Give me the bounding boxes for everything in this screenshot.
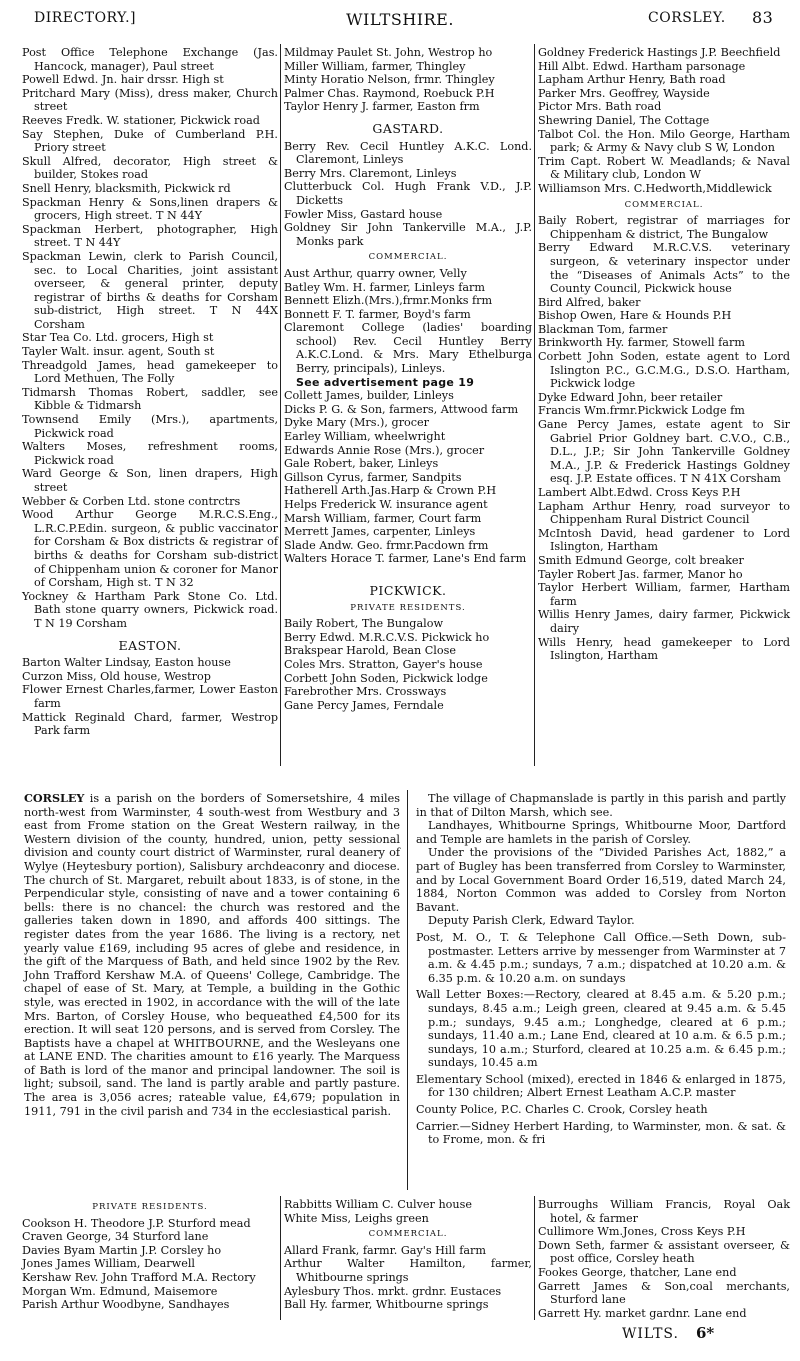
directory-entry: Merrett James, carpenter, Linleys <box>284 525 476 539</box>
directory-entry: Townsend Emily (Mrs.), apartments, Pickwick road <box>22 413 278 440</box>
directory-entry: Allard Frank, farmr. Gay's Hill farm <box>284 1243 486 1257</box>
bottom-column-1 <box>22 1198 278 1312</box>
directory-entry: Francis Wm.frmr.Pickwick Lodge fm <box>538 404 745 418</box>
directory-entry: Craven George, 34 Sturford lane <box>22 1230 209 1244</box>
directory-entry: Tidmarsh Thomas Robert, saddler, see Kibble & Tidmarsh <box>22 385 278 413</box>
directory-entry: Snell Henry, blacksmith, Pickwick rd <box>22 181 231 195</box>
directory-entry: Aust Arthur, quarry owner, Velly <box>284 266 467 280</box>
directory-entry: Reeves Fredk. W. stationer, Pickwick road <box>22 113 260 127</box>
directory-entry: Helps Frederick W. insurance agent <box>284 498 488 511</box>
directory-entry: Talbot Col. the Hon. Milo George, Hartham park; & Army & Navy club S W, London <box>538 127 790 155</box>
directory-entry: Willis Henry James, dairy farmer, Pickwick dairy <box>538 608 790 635</box>
section-subheading: COMMERCIAL. <box>624 199 704 210</box>
top-column-2 <box>284 46 532 712</box>
directory-entry: Garrett James & Son,coal merchants, Sturford lane <box>538 1279 790 1307</box>
locality-heading: PICKWICK. <box>369 582 447 598</box>
directory-entry: Garrett Hy. market gardnr. Lane end <box>538 1306 747 1320</box>
directory-entry: Webber & Corben Ltd. stone contrctrs <box>22 494 241 508</box>
directory-entry: Baily Robert, The Bungalow <box>284 617 444 631</box>
section-subheading: COMMERCIAL. <box>368 1229 448 1240</box>
locality-heading: EASTON. <box>118 637 182 653</box>
directory-entry: Parish Arthur Woodbyne, Sandhayes <box>22 1298 230 1312</box>
directory-entry: Davies Byam Martin J.P. Corsley ho <box>22 1243 222 1257</box>
paragraph: Landhayes, Whitbourne Springs, Whitbourne Moor, Dartford and Temple are hamlets in the parish of Corsley. <box>416 819 786 846</box>
column-rule <box>407 790 408 1190</box>
directory-entry: Slade Andw. Geo. frmr.Pacdown frm <box>284 538 489 552</box>
paragraph: The village of Chapmanslade is partly in this parish and partly in that of Dilton Marsh, which see. <box>416 792 786 819</box>
column-rule <box>280 44 281 766</box>
directory-entry: Berry Edwd. M.R.C.V.S. Pickwick ho <box>284 630 490 644</box>
directory-entry: Goldney Frederick Hastings J.P. Beechfield <box>538 46 781 59</box>
directory-entry: Taylor Herbert William, farmer, Hartham farm <box>538 581 790 608</box>
directory-entry: Lapham Arthur Henry, Bath road <box>538 73 726 87</box>
directory-entry: Burroughs William Francis, Royal Oak hotel, & farmer <box>538 1198 790 1225</box>
directory-entry: Smith Edmund George, colt breaker <box>538 553 744 567</box>
directory-entry: Taylor Henry J. farmer, Easton frm <box>284 100 480 114</box>
directory-entry: Walters Moses, refreshment rooms, Pickwick road <box>22 440 278 467</box>
top-column-1 <box>22 46 278 738</box>
directory-entry: Curzon Miss, Old house, Westrop <box>22 669 211 683</box>
parish-services <box>416 792 786 1147</box>
directory-entry: Collett James, builder, Linleys <box>284 389 454 403</box>
directory-entry: Goldney Sir John Tankerville M.A., J.P. Monks park <box>284 221 532 248</box>
paragraph: Under the provisions of the “Divided Parishes Act, 1882,” a part of Bugley has been transferred from Corsley to Warminster, and by Local Government Board Order 16,519, dated March 24, 1884, Norton Common was added to Corsley from Norton Bavant. <box>416 846 786 914</box>
directory-entry: Jones James William, Dearwell <box>22 1257 195 1271</box>
service-entry: County Police, P.C. Charles C. Crook, Corsley heath <box>416 1103 708 1117</box>
section-subheading: COMMERCIAL. <box>368 252 448 263</box>
directory-entry: White Miss, Leighs green <box>284 1211 429 1225</box>
directory-entry: Ward George & Son, linen drapers, High street <box>22 467 278 494</box>
directory-entry: Aylesbury Thos. mrkt. grdnr. Eustaces <box>284 1284 502 1298</box>
directory-entry: Brinkworth Hy. farmer, Stowell farm <box>538 336 745 350</box>
directory-entry: Edwards Annie Rose (Mrs.), grocer <box>284 443 485 457</box>
directory-entry: Berry Edward M.R.C.V.S. veterinary surgeon, & veterinary inspector under the “Diseases of Animals Acts” to the County Council, Pickwick house <box>538 241 790 296</box>
directory-entry: Bishop Owen, Hare & Hounds P.H <box>538 309 732 323</box>
directory-entry: Claremont College (ladies' boarding school) Rev. Cecil Huntley Berry A.K.C.Lond. & Mrs. Mary Ethelburga Berry, principals), Linleys. <box>284 321 532 376</box>
directory-entry: Corbett John Soden, estate agent to Lord Islington P.C., G.C.M.G., D.S.O. Hartham, Pickwick lodge <box>538 350 790 391</box>
parish-description <box>24 792 400 1118</box>
directory-entry: Gale Robert, baker, Linleys <box>284 457 439 471</box>
parish-name: CORSLEY <box>24 791 85 805</box>
directory-entry: Fookes George, thatcher, Lane end <box>538 1265 737 1279</box>
directory-entry: Wills Henry, head gamekeeper to Lord Islington, Hartham <box>538 635 790 663</box>
section-subheading: PRIVATE RESIDENTS. <box>92 1202 208 1212</box>
section-subheading: PRIVATE RESIDENTS. <box>350 602 466 613</box>
directory-entry: Williamson Mrs. C.Hedworth,Middlewick <box>538 181 772 195</box>
running-head-left: DIRECTORY.] <box>34 10 137 26</box>
directory-entry: Hill Albt. Edwd. Hartham parsonage <box>538 59 746 73</box>
directory-entry: Gane Percy James, estate agent to Sir Gabriel Prior Goldney bart. C.V.O., C.B., D.L., J.P.; Sir John Tankerville Goldney M.A., J.P. & Frederick Hastings Goldney esq. J.P. Estate offices. T N 41X Corsham <box>538 418 790 486</box>
directory-entry: Spackman Herbert, photographer, High street. T N 44Y <box>22 222 278 250</box>
directory-entry: Threadgold James, head gamekeeper to Lord Methuen, The Folly <box>22 358 278 386</box>
locality-heading: GASTARD. <box>372 120 444 136</box>
directory-entry: Baily Robert, registrar of marriages for Chippenham & district, The Bungalow <box>538 214 790 241</box>
directory-entry: Cullimore Wm.Jones, Cross Keys P.H <box>538 1225 746 1239</box>
directory-entry: Dyke Mary (Mrs.), grocer <box>284 416 430 430</box>
column-rule <box>534 44 535 766</box>
directory-entry: Mattick Reginald Chard, farmer, Westrop Park farm <box>22 710 278 738</box>
directory-entry: Down Seth, farmer & assistant overseer, & post office, Corsley heath <box>538 1238 790 1266</box>
directory-entry: Pritchard Mary (Miss), dress maker, Church street <box>22 86 278 114</box>
directory-entry: Parker Mrs. Geoffrey, Wayside <box>538 86 710 100</box>
directory-entry: Tayler Walt. insur. agent, South st <box>22 345 215 359</box>
directory-entry: Gillson Cyrus, farmer, Sandpits <box>284 470 462 484</box>
footer-signature: 6* <box>696 1324 715 1342</box>
directory-entry: Lapham Arthur Henry, road surveyor to Chippenham Rural District Council <box>538 499 790 527</box>
directory-entry: Batley Wm. H. farmer, Linleys farm <box>284 280 485 294</box>
directory-entry: Arthur Walter Hamilton, farmer, Whitbourne springs <box>284 1257 532 1284</box>
directory-entry: Clutterbuck Col. Hugh Frank V.D., J.P. Dicketts <box>284 180 532 207</box>
directory-entry: Hatherell Arth.Jas.Harp & Crown P.H <box>284 484 497 498</box>
directory-entry: Post Office Telephone Exchange (Jas. Hancock, manager), Paul street <box>22 46 278 73</box>
directory-entry: Spackman Lewin, clerk to Parish Council, sec. to Local Charities, joint assistant overseer, & general printer, deputy registrar of births & deaths for Corsham sub-district, High street. T N 44X Corsham <box>22 249 278 331</box>
directory-entry: Yockney & Hartham Park Stone Co. Ltd. Bath stone quarry owners, Pickwick road. T N 19 Corsham <box>22 589 278 630</box>
directory-entry: Rabbitts William C. Culver house <box>284 1198 472 1211</box>
directory-entry: Powell Edwd. Jn. hair drssr. High st <box>22 73 224 87</box>
directory-entry: Bennett Elizh.(Mrs.),frmr.Monks frm <box>284 294 493 308</box>
directory-entry: Walters Horace T. farmer, Lane's End farm <box>284 552 527 566</box>
directory-entry: Coles Mrs. Stratton, Gayer's house <box>284 657 483 671</box>
paragraph-text: is a parish on the borders of Somersetshire, 4 miles north-west from Warminster, 4 south-west from Westbury and 3 east from Frome station on the Great Western railway, in the Western division of the county, hundred, union, petty sessional division and county court district of Warminster, rural deanery of Wylye (Heytesbury portion), Salisbury archdeaconry and diocese. The church of St. Margaret, rebuilt about 1833, is of stone, in the Perpendicular style, consisting of nave and a tower containing 6 bells: there is no chancel: the church was restored and the galleries taken down in 1890, and affords 400 sittings. The register dates from the year 1686. The living is a rectory, net yearly value £169, including 95 acres of glebe and residence, in the gift of the Marquess of Bath, and held since 1902 by the Rev. John Trafford Kershaw M.A. of Queens' College, Cambridge. The chapel of ease of St. Mary, at Temple, a building in the Gothic style, was erected in 1902, in accordance with the will of the late Mrs. Barton, of Corsley House, who bequeathed £4,500 for its erection. It will seat 120 persons, and is served from Corsley. The Baptists have a chapel at WHITBOURNE, and the Wesleyans one at LANE END. The charities amount to £16 yearly. The Marquess of Bath is lord of the manor and principal landowner. The soil is light; subsoil, sand. The land is partly arable and partly pasture. The area is 3,056 acres; rateable value, £4,679; population in 1911, 791 in the civil parish and 734 in the ecclesiastical parish. <box>24 792 400 1118</box>
directory-entry: Palmer Chas. Raymond, Roebuck P.H <box>284 86 495 100</box>
directory-entry: Spackman Henry & Sons,linen drapers & grocers, High street. T N 44Y <box>22 195 278 223</box>
directory-entry: Berry Rev. Cecil Huntley A.K.C. Lond. Claremont, Linleys <box>284 139 532 167</box>
service-entry: Post, M. O., T. & Telephone Call Office.—Seth Down, sub-postmaster. Letters arrive by messenger from Warminster at 7 a.m. & 4.45 p.m.; sundays, 7 a.m.; dispatched at 10.20 a.m. & 6.35 p.m. & 10.20 a.m. on sundays <box>416 930 786 985</box>
directory-entry: Miller William, farmer, Thingley <box>284 59 466 73</box>
directory-entry: Marsh William, farmer, Court farm <box>284 511 482 525</box>
column-rule <box>280 1196 281 1320</box>
directory-entry: Corbett John Soden, Pickwick lodge <box>284 671 488 685</box>
directory-entry: Shewring Daniel, The Cottage <box>538 113 710 127</box>
directory-entry: Skull Alfred, decorator, High street & builder, Stokes road <box>22 154 278 182</box>
bottom-column-3 <box>538 1198 790 1320</box>
paragraph: Deputy Parish Clerk, Edward Taylor. <box>428 914 635 928</box>
directory-entry: Star Tea Co. Ltd. grocers, High st <box>22 331 214 345</box>
running-head-right: CORSLEY. <box>648 10 726 26</box>
directory-entry: Tayler Robert Jas. farmer, Manor ho <box>538 567 743 581</box>
footer-county: WILTS. <box>622 1326 679 1342</box>
directory-entry: Gane Percy James, Ferndale <box>284 698 444 712</box>
directory-entry: Dicks P. G. & Son, farmers, Attwood farm <box>284 402 519 416</box>
directory-entry: Farebrother Mrs. Crossways <box>284 685 447 699</box>
directory-entry: Ball Hy. farmer, Whitbourne springs <box>284 1298 489 1312</box>
service-entry: Carrier.—Sidney Herbert Harding, to Warminster, mon. & sat. & to Frome, mon. & fri <box>416 1119 786 1147</box>
service-entry: Elementary School (mixed), erected in 1846 & enlarged in 1875, for 130 children; Albert Ernest Leatham A.C.P. master <box>416 1072 786 1100</box>
directory-entry: Flower Ernest Charles,farmer, Lower Easton farm <box>22 683 278 710</box>
directory-entry: Pictor Mrs. Bath road <box>538 100 662 114</box>
directory-entry: Say Stephen, Duke of Cumberland P.H. Priory street <box>22 127 278 155</box>
directory-entry: McIntosh David, head gardener to Lord Islington, Hartham <box>538 526 790 554</box>
service-entry: Wall Letter Boxes:—Rectory, cleared at 8.45 a.m. & 5.20 p.m.; sundays, 8.45 a.m.; Leigh green, cleared at 9.45 a.m. & 5.45 p.m.; sundays, 9.45 a.m.; Longhedge, cleared at 6 p.m.; sundays, 11.40 a.m.; Lane End, cleared at 10 a.m. & 6.5 p.m.; sundays, 10 a.m.; Sturford, cleared at 10.25 a.m. & 6.45 p.m.; sundays, 10.45 a.m <box>416 988 786 1070</box>
top-column-3 <box>538 46 790 663</box>
page-number: 83 <box>752 8 774 27</box>
column-rule <box>534 1196 535 1320</box>
directory-entry: Bonnett F. T. farmer, Boyd's farm <box>284 307 471 321</box>
running-head-title: WILTSHIRE. <box>346 10 454 29</box>
directory-entry: Berry Mrs. Claremont, Linleys <box>284 166 457 180</box>
directory-entry: Fowler Miss, Gastard house <box>284 207 443 221</box>
directory-entry: Wood Arthur George M.R.C.S.Eng., L.R.C.P.Edin. surgeon, & public vaccinator for Corsham & Box districts & registrar of births & deaths for Corsham sub-district of Chippenham union & coroner for Manor of Corsham, High st. T N 32 <box>22 508 278 590</box>
directory-entry: Lambert Albt.Edwd. Cross Keys P.H <box>538 486 741 499</box>
directory-entry: Cookson H. Theodore J.P. Sturford mead <box>22 1216 251 1230</box>
directory-entry: Minty Horatio Nelson, frmr. Thingley <box>284 73 495 87</box>
directory-entry: Barton Walter Lindsay, Easton house <box>22 656 231 670</box>
directory-entry: Trim Capt. Robert W. Meadlands; & Naval & Military club, London W <box>538 154 790 182</box>
directory-entry: Morgan Wm. Edmund, Maisemore <box>22 1284 218 1298</box>
parish-paragraph <box>24 792 400 1118</box>
directory-entry: Bird Alfred, baker <box>538 295 641 309</box>
bottom-column-2 <box>284 1198 532 1312</box>
advertisement-note: See advertisement page 19 <box>296 375 475 389</box>
directory-entry: Kershaw Rev. John Trafford M.A. Rectory <box>22 1270 256 1284</box>
directory-entry: Brakspear Harold, Bean Close <box>284 644 456 658</box>
spacer <box>284 566 532 576</box>
directory-entry: Mildmay Paulet St. John, Westrop ho <box>284 46 493 59</box>
directory-entry: Dyke Edward John, beer retailer <box>538 390 723 404</box>
directory-entry: Blackman Tom, farmer <box>538 322 668 336</box>
directory-entry: Earley William, wheelwright <box>284 430 446 444</box>
